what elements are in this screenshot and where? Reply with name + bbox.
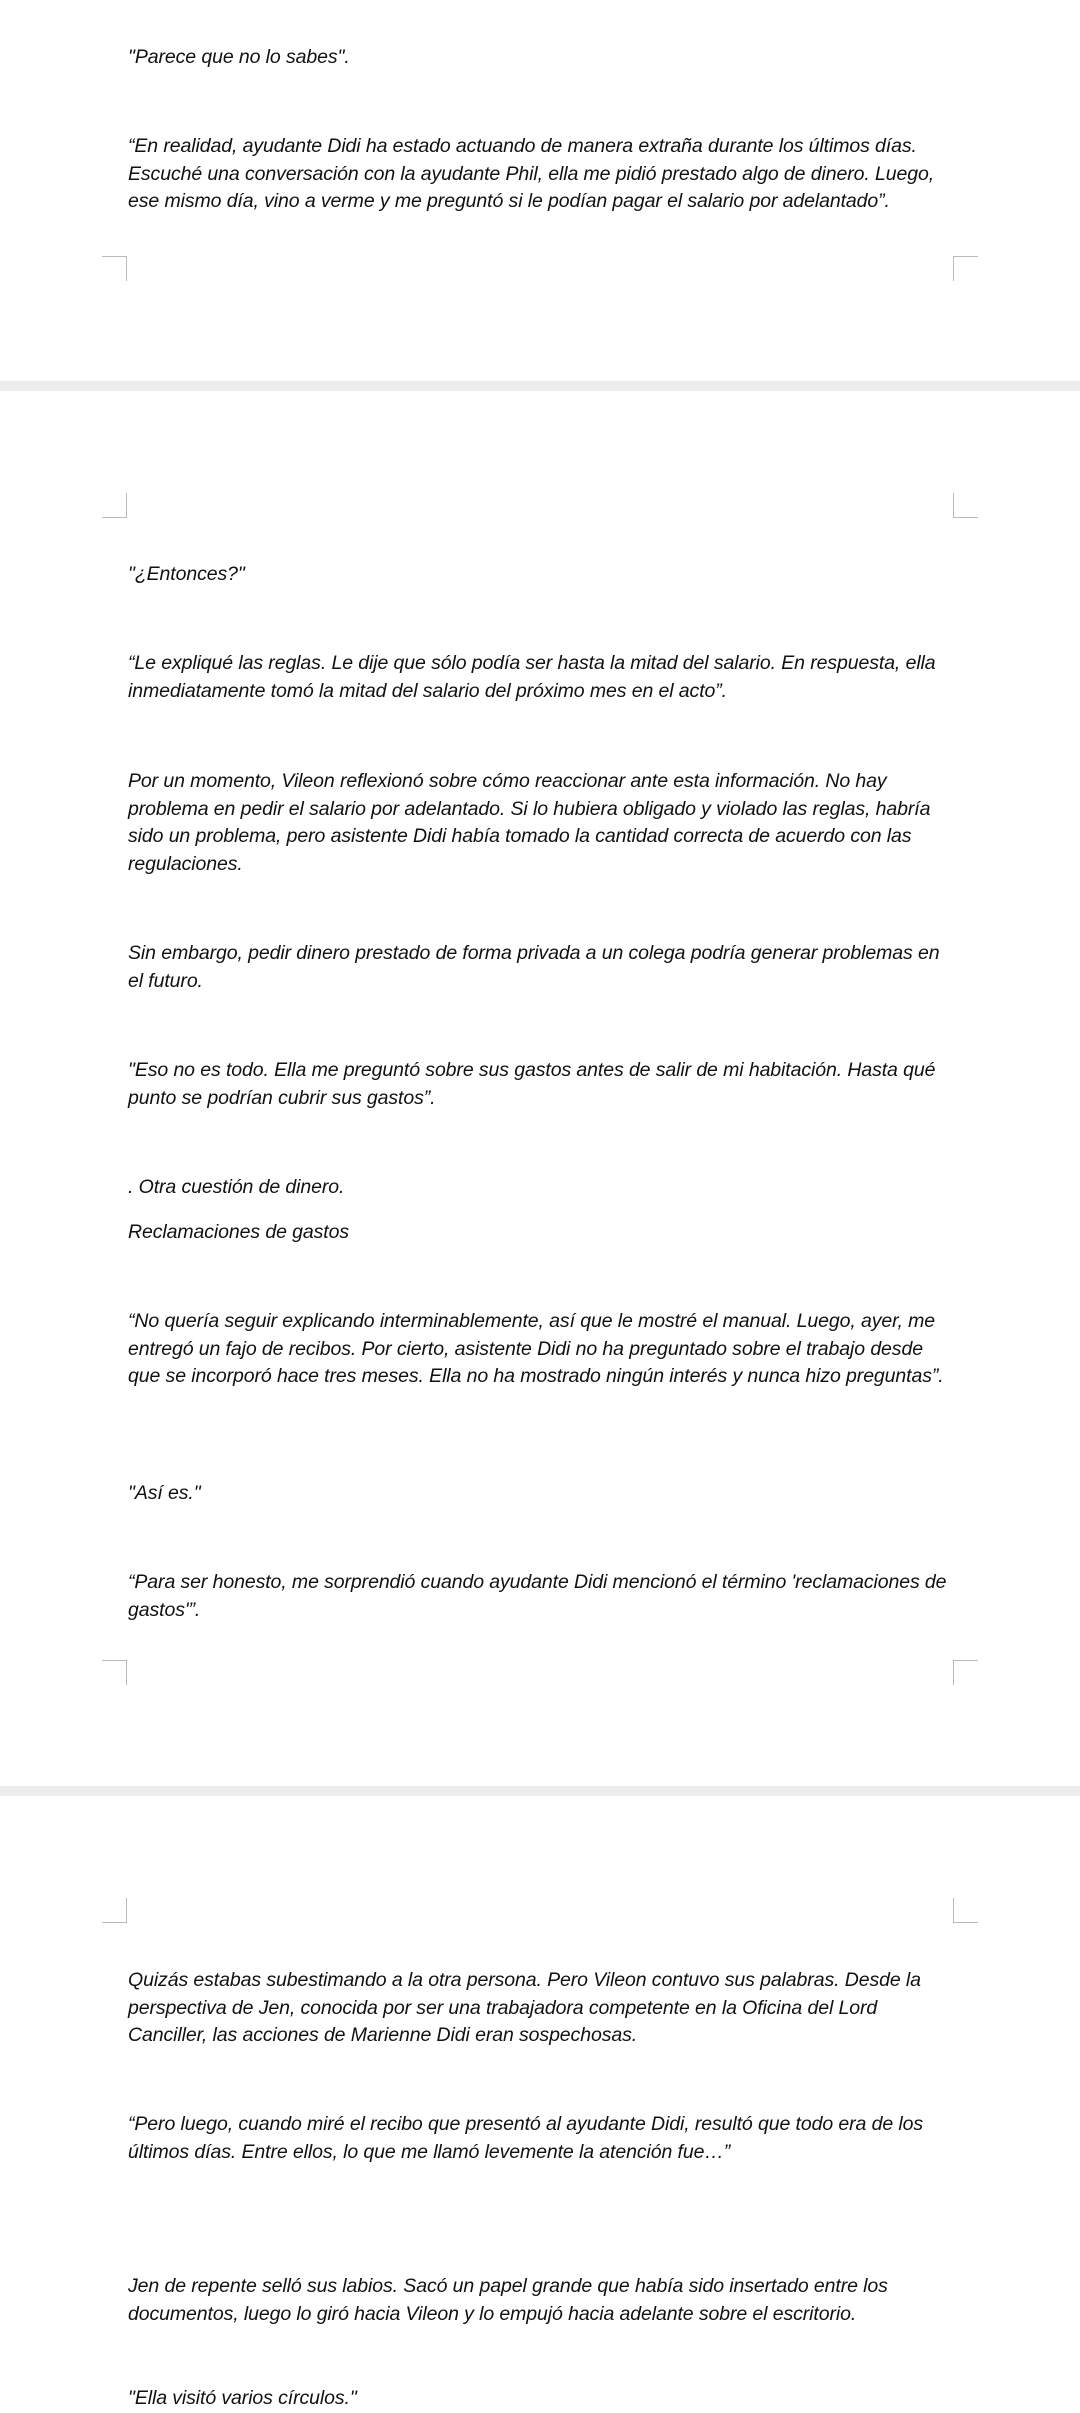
paragraph: "Ella visitó varios círculos."	[128, 2387, 357, 2409]
paragraph: "Parece que no lo sabes".	[128, 46, 350, 68]
paragraph: "¿Entonces?"	[128, 563, 245, 585]
paragraph: “Para ser honesto, me sorprendió cuando ayudante Didi mencionó el término 'reclamaciones de gastos'”.	[128, 1571, 947, 1621]
paragraph: Por un momento, Vileon reflexionó sobre cómo reaccionar ante esta información. No hay problema en pedir el salario por adelantado. Si lo hubiera obligado y violado las reglas, habría sido un problema, pero asistente Didi había tomado la cantidad correcta de acuerdo con las regulaciones.	[128, 770, 931, 875]
paragraph: “En realidad, ayudante Didi ha estado actuando de manera extraña durante los últimos días. Escuché una conversación con la ayudante Phil, ella me pidió prestado algo de dinero. Luego, ese mismo día, vino a verme y me preguntó si le podían pagar el salario por adelantado”.	[128, 135, 935, 212]
paragraph: . Otra cuestión de dinero.	[128, 1176, 345, 1198]
paragraph: Sin embargo, pedir dinero prestado de forma privada a un colega podría generar problemas en el futuro.	[128, 942, 940, 992]
page-separator	[0, 381, 1080, 391]
page-corner-mark	[102, 256, 127, 281]
paragraph: Quizás estabas subestimando a la otra persona. Pero Vileon contuvo sus palabras. Desde la perspectiva de Jen, conocida por ser una trabajadora competente en la Oficina del Lord Canciller, las acciones de Marienne Didi eran sospechosas.	[128, 1969, 921, 2046]
page-corner-mark	[102, 493, 127, 518]
page-corner-mark	[102, 1660, 127, 1685]
paragraph: “Le expliqué las reglas. Le dije que sólo podía ser hasta la mitad del salario. En respuesta, ella inmediatamente tomó la mitad del salario del próximo mes en el acto”.	[128, 652, 936, 702]
page-corner-mark	[953, 1660, 978, 1685]
paragraph: “Pero luego, cuando miré el recibo que presentó al ayudante Didi, resultó que todo era de los últimos días. Entre ellos, lo que me llamó levemente la atención fue…”	[128, 2113, 924, 2163]
paragraph: “No quería seguir explicando interminablemente, así que le mostré el manual. Luego, ayer, me entregó un fajo de recibos. Por cierto, asistente Didi no ha preguntado sobre el trabajo desde que se incorporó hace tres meses. Ella no ha mostrado ningún interés y nunca hizo preguntas”.	[128, 1310, 944, 1387]
page-corner-mark	[102, 1898, 127, 1923]
paragraph: "Así es."	[128, 1482, 201, 1504]
page-corner-mark	[953, 493, 978, 518]
page-separator	[0, 1786, 1080, 1796]
page-corner-mark	[953, 256, 978, 281]
paragraph: "Eso no es todo. Ella me preguntó sobre sus gastos antes de salir de mi habitación. Hasta qué punto se podrían cubrir sus gastos”.	[128, 1059, 936, 1109]
paragraph: Jen de repente selló sus labios. Sacó un papel grande que había sido insertado entre los documentos, luego lo giró hacia Vileon y lo empujó hacia adelante sobre el escritorio.	[128, 2275, 888, 2325]
page-corner-mark	[953, 1898, 978, 1923]
paragraph: Reclamaciones de gastos	[128, 1221, 349, 1243]
